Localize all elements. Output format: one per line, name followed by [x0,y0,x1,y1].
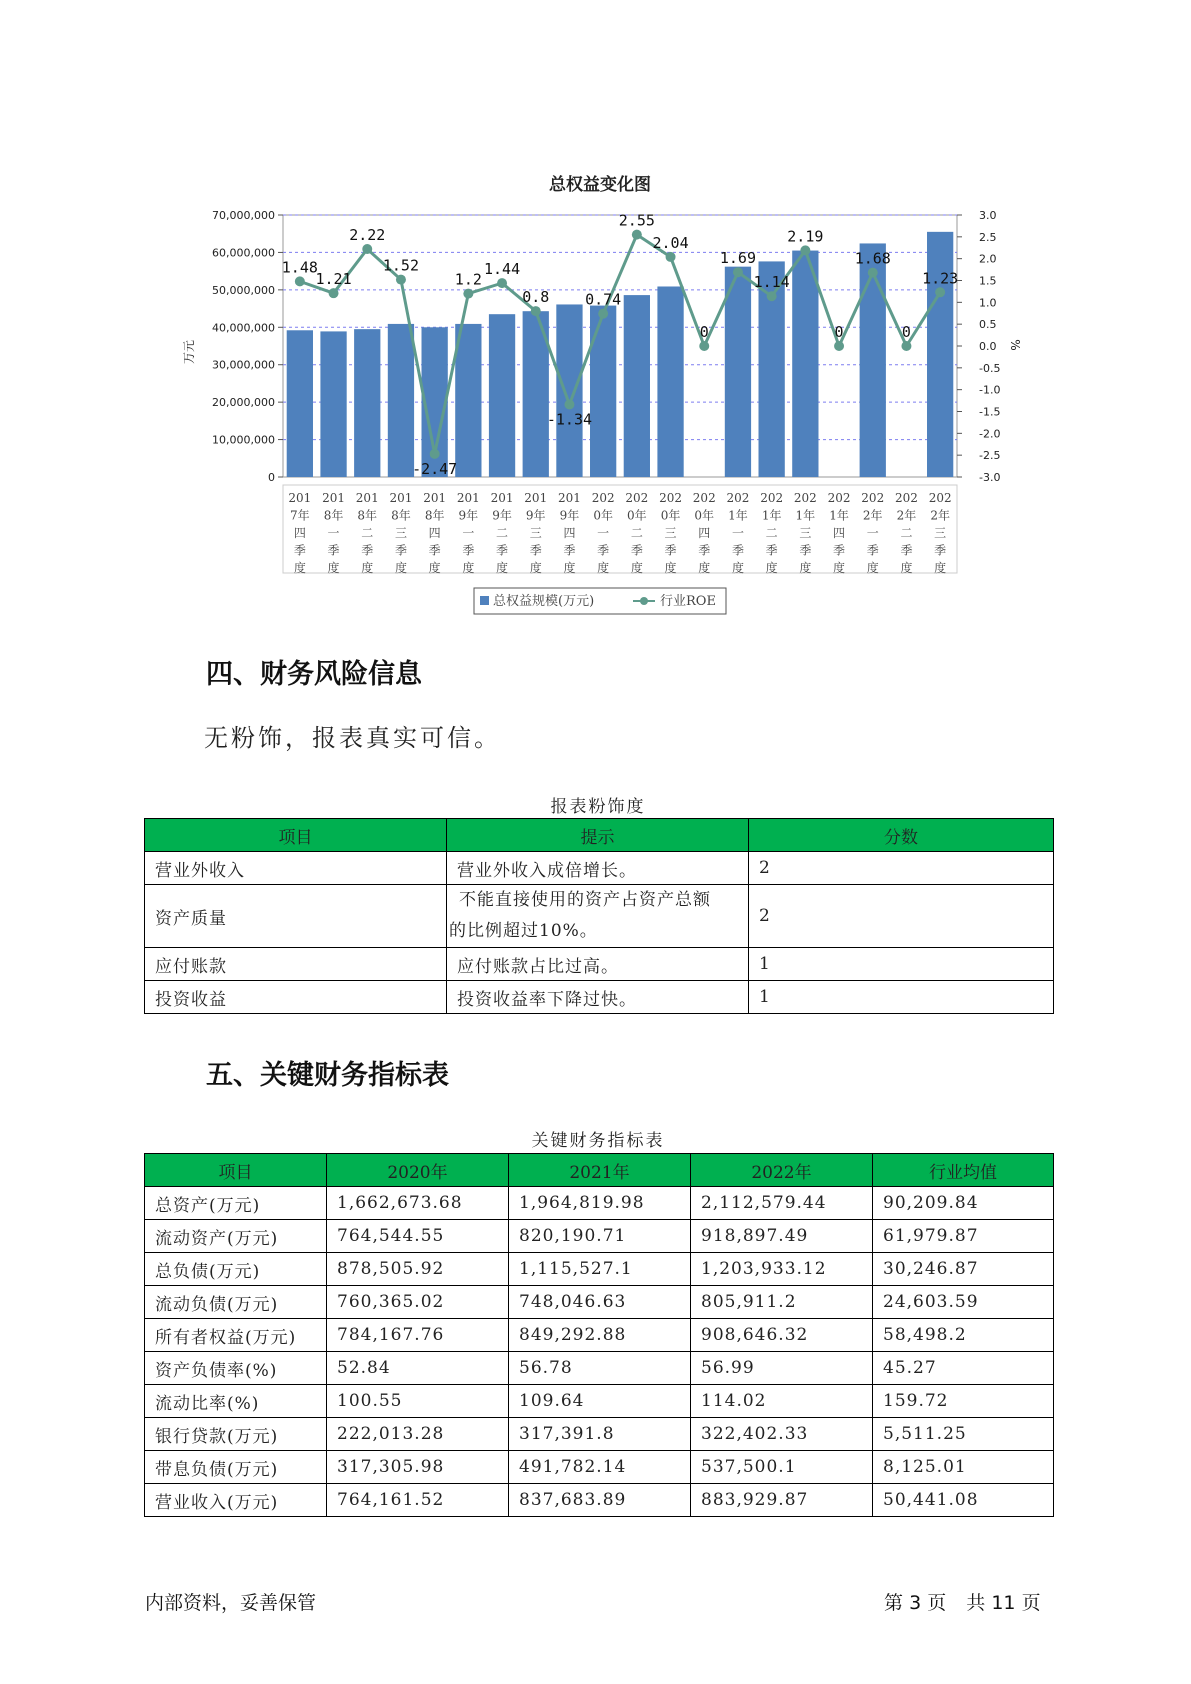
y-left-tick-label: 40,000,000 [212,321,275,335]
total-no: 11 [991,1592,1016,1614]
table-row [145,1253,1054,1286]
bar [657,286,683,477]
risk-table-header [145,819,1054,852]
chart-x-ticks [283,485,957,575]
chart-title: 总权益变化图 [549,175,651,195]
roe-data-label: -1.34 [546,410,593,429]
y-right-tick-label: -2.0 [979,427,1001,441]
key-row-value: 56.78 [509,1352,691,1385]
roe-point [901,341,911,351]
y-left-tick-label: 60,000,000 [212,246,275,260]
roe-point [666,252,676,262]
roe-point [800,245,810,255]
key-row-value: 784,167.76 [327,1319,509,1352]
key-row-value: 58,498.2 [873,1319,1054,1352]
key-row-value: 109.64 [509,1385,691,1418]
key-row-label: 总负债(万元) [145,1253,327,1286]
table-row [145,885,1054,948]
page-prefix: 第 [884,1592,904,1614]
roe-point [531,306,541,316]
roe-data-label: 0 [699,323,709,341]
chart-legend [474,588,726,614]
roe-point [632,230,642,240]
roe-point [497,278,507,288]
key-row-value: 849,292.88 [509,1319,691,1352]
key-header-2021: 2021年 [509,1154,691,1187]
section4-text: 无粉饰，报表真实可信。 [204,724,501,752]
roe-point [463,289,473,299]
risk-item: 投资收益 [145,981,447,1014]
x-tick-label: 202 2年一季度 [861,491,885,575]
risk-hint [447,885,749,948]
x-tick-label: 201 8年二季度 [355,491,379,575]
key-row-value: 1,115,527.1 [509,1253,691,1286]
roe-data-label: 2.55 [618,211,655,230]
roe-point [868,268,878,278]
key-row-value: 1,964,819.98 [509,1187,691,1220]
y-left-tick-label: 10,000,000 [212,433,275,447]
risk-hint-line2: 的比例超过10%。 [449,921,598,941]
risk-header-item: 项目 [145,819,447,852]
y-right-tick-label: 2.0 [979,252,997,266]
bar [792,251,818,477]
risk-table-caption: 报表粉饰度 [550,797,646,817]
key-row-value: 1,662,673.68 [327,1187,509,1220]
roe-data-label: 0 [901,323,911,341]
y-left-tick-label: 0 [268,471,275,484]
x-tick-label: 202 0年一季度 [591,491,615,575]
key-row-value: 50,441.08 [873,1484,1054,1517]
key-row-label: 资产负债率(%) [145,1352,327,1385]
roe-data-label: 0.74 [585,290,622,309]
bar [590,306,616,477]
y-right-tick-label: -3.0 [979,471,1001,484]
key-row-value: 24,603.59 [873,1286,1054,1319]
x-axis-label-box [283,485,957,573]
bar [556,304,582,477]
risk-table [144,818,1054,1014]
roe-point [295,276,305,286]
x-tick-label: 202 1年四季度 [827,491,851,575]
risk-score: 1 [749,948,1054,981]
page-no: 3 [909,1592,922,1614]
key-row-value: 837,683.89 [509,1484,691,1517]
y-right-tick-label: 0.5 [979,318,997,332]
key-row-value: 322,402.33 [691,1418,873,1451]
roe-point [598,309,608,319]
y-left-tick-label: 50,000,000 [212,283,275,297]
table-row [145,852,1054,885]
x-tick-label: 202 2年三季度 [928,491,952,575]
legend-bar-swatch [480,596,489,605]
key-header-item: 项目 [145,1154,327,1187]
key-header-industry-avg: 行业均值 [873,1154,1054,1187]
legend-bar-label: 总权益规模(万元) [493,594,595,609]
key-row-value: 222,013.28 [327,1418,509,1451]
key-row-value: 491,782.14 [509,1451,691,1484]
y-left-tick-label: 30,000,000 [212,358,275,372]
risk-header-hint: 提示 [447,819,749,852]
y-left-tick-label: 20,000,000 [212,396,275,410]
key-table-header [145,1154,1054,1187]
roe-data-label: 1.48 [281,258,318,277]
key-row-label: 银行贷款(万元) [145,1418,327,1451]
x-tick-label: 201 8年三季度 [389,491,413,575]
total-prefix: 共 [966,1592,986,1614]
table-row [145,1187,1054,1220]
key-row-label: 带息负债(万元) [145,1451,327,1484]
key-row-value: 90,209.84 [873,1187,1054,1220]
y-right-tick-label: -0.5 [979,361,1001,375]
equity-chart [0,0,1191,640]
x-tick-label: 202 2年二季度 [894,491,918,575]
key-row-value: 61,979.87 [873,1220,1054,1253]
table-row [145,981,1054,1014]
key-row-value: 30,246.87 [873,1253,1054,1286]
key-row-label: 流动资产(万元) [145,1220,327,1253]
roe-data-label: 1.44 [483,260,521,279]
key-row-value: 878,505.92 [327,1253,509,1286]
x-tick-label: 201 8年一季度 [322,491,346,575]
key-row-value: 317,391.8 [509,1418,691,1451]
roe-data-label: 2.22 [349,226,386,245]
roe-data-label: 0 [834,323,844,341]
table-row [145,1484,1054,1517]
risk-score: 1 [749,981,1054,1014]
table-row [145,1385,1054,1418]
x-tick-label: 201 9年四季度 [557,491,581,575]
key-row-value: 820,190.71 [509,1220,691,1253]
table-row [145,1319,1054,1352]
roe-data-label: 1.2 [454,270,482,289]
bar [354,329,380,477]
x-tick-label: 201 8年四季度 [423,491,447,575]
total-suffix: 页 [1021,1592,1041,1614]
roe-point [430,449,440,459]
key-row-value: 100.55 [327,1385,509,1418]
bar [860,243,886,477]
y-right-tick-label: 2.5 [979,230,997,244]
bar [388,324,414,477]
key-row-value: 918,897.49 [691,1220,873,1253]
y-right-tick-label: 3.0 [979,209,997,222]
key-table-caption: 关键财务指标表 [531,1131,665,1151]
footer-confidential: 内部资料，妥善保管 [145,1592,317,1614]
bar [624,295,650,477]
roe-point [767,291,777,301]
table-row [145,1220,1054,1253]
key-financial-table [144,1153,1054,1517]
table-row [145,948,1054,981]
key-row-value: 56.99 [691,1352,873,1385]
key-row-label: 总资产(万元) [145,1187,327,1220]
bar [489,314,515,477]
y-right-tick-label: 1.0 [979,296,997,310]
key-row-value: 760,365.02 [327,1286,509,1319]
table-row [145,1451,1054,1484]
roe-point [396,275,406,285]
bar [320,331,346,477]
x-tick-label: 202 0年四季度 [692,491,716,575]
key-row-value: 317,305.98 [327,1451,509,1484]
y-right-tick-label: 1.5 [979,274,997,288]
key-header-2022: 2022年 [691,1154,873,1187]
x-tick-label: 201 9年一季度 [456,491,480,575]
x-tick-label: 202 1年三季度 [793,491,817,575]
x-tick-label: 201 9年二季度 [490,491,514,575]
bar [725,267,751,477]
x-tick-label: 202 0年三季度 [659,491,683,575]
table-row [145,1286,1054,1319]
section4-heading: 四、财务风险信息 [206,659,422,690]
roe-data-label: -2.47 [412,459,458,478]
roe-point [733,267,743,277]
y-right-tick-label: -1.0 [979,383,1001,397]
bar [287,330,313,477]
risk-item: 资产质量 [145,885,447,948]
x-tick-label: 202 1年二季度 [760,491,784,575]
y-right-tick-label: 0.0 [979,340,997,353]
key-row-value: 748,046.63 [509,1286,691,1319]
key-row-value: 8,125.01 [873,1451,1054,1484]
key-row-value: 52.84 [327,1352,509,1385]
key-row-value: 45.27 [873,1352,1054,1385]
page-mid: 页 [927,1592,947,1614]
roe-point [362,244,372,254]
legend-line-label: 行业ROE [660,594,716,609]
risk-item: 营业外收入 [145,852,447,885]
risk-hint: 营业外收入成倍增长。 [447,852,749,885]
roe-data-label: 1.23 [922,269,959,288]
y-left-tick-label: 70,000,000 [212,209,275,222]
section5-heading: 五、关键财务指标表 [206,1060,449,1091]
y-left-axis-label: 万元 [182,339,196,365]
key-row-value: 159.72 [873,1385,1054,1418]
roe-point [699,341,709,351]
y-right-tick-label: -1.5 [979,405,1001,419]
roe-data-label: 1.52 [382,256,420,275]
roe-point [564,400,574,410]
key-row-value: 764,161.52 [327,1484,509,1517]
key-row-value: 2,112,579.44 [691,1187,873,1220]
risk-item: 应付账款 [145,948,447,981]
x-tick-label: 202 1年一季度 [726,491,750,575]
key-row-label: 所有者权益(万元) [145,1319,327,1352]
roe-data-label: 2.04 [652,233,689,252]
y-right-tick-label: -2.5 [979,449,1001,463]
x-tick-label: 201 9年三季度 [524,491,548,575]
roe-data-label: 1.68 [854,249,891,268]
key-row-value: 883,929.87 [691,1484,873,1517]
roe-point [329,288,339,298]
key-row-label: 流动负债(万元) [145,1286,327,1319]
risk-score: 2 [749,885,1054,948]
roe-data-label: 1.21 [315,270,352,289]
key-row-label: 流动比率(%) [145,1385,327,1418]
key-row-value: 764,544.55 [327,1220,509,1253]
key-row-value: 114.02 [691,1385,873,1418]
table-row [145,1418,1054,1451]
roe-data-label: 1.14 [753,273,790,292]
roe-data-label: 0.8 [522,288,550,307]
key-row-label: 营业收入(万元) [145,1484,327,1517]
footer-page-number [884,1588,1041,1615]
key-row-value: 805,911.2 [691,1286,873,1319]
y-right-axis-label: % [1008,339,1022,351]
key-row-value: 1,203,933.12 [691,1253,873,1286]
key-row-value: 5,511.25 [873,1418,1054,1451]
key-row-value: 537,500.1 [691,1451,873,1484]
roe-point [834,341,844,351]
risk-hint: 应付账款占比过高。 [447,948,749,981]
x-tick-label: 202 0年二季度 [625,491,649,575]
risk-header-score: 分数 [749,819,1054,852]
roe-point [935,287,945,297]
table-row [145,1352,1054,1385]
risk-score: 2 [749,852,1054,885]
key-header-2020: 2020年 [327,1154,509,1187]
roe-data-label: 2.19 [787,227,824,246]
risk-hint-line1: 不能直接使用的资产占资产总额 [459,890,711,910]
risk-hint: 投资收益率下降过快。 [447,981,749,1014]
roe-data-label: 1.69 [719,249,757,268]
x-tick-label: 201 7年四季度 [288,491,312,575]
bar [455,324,481,477]
key-row-value: 908,646.32 [691,1319,873,1352]
